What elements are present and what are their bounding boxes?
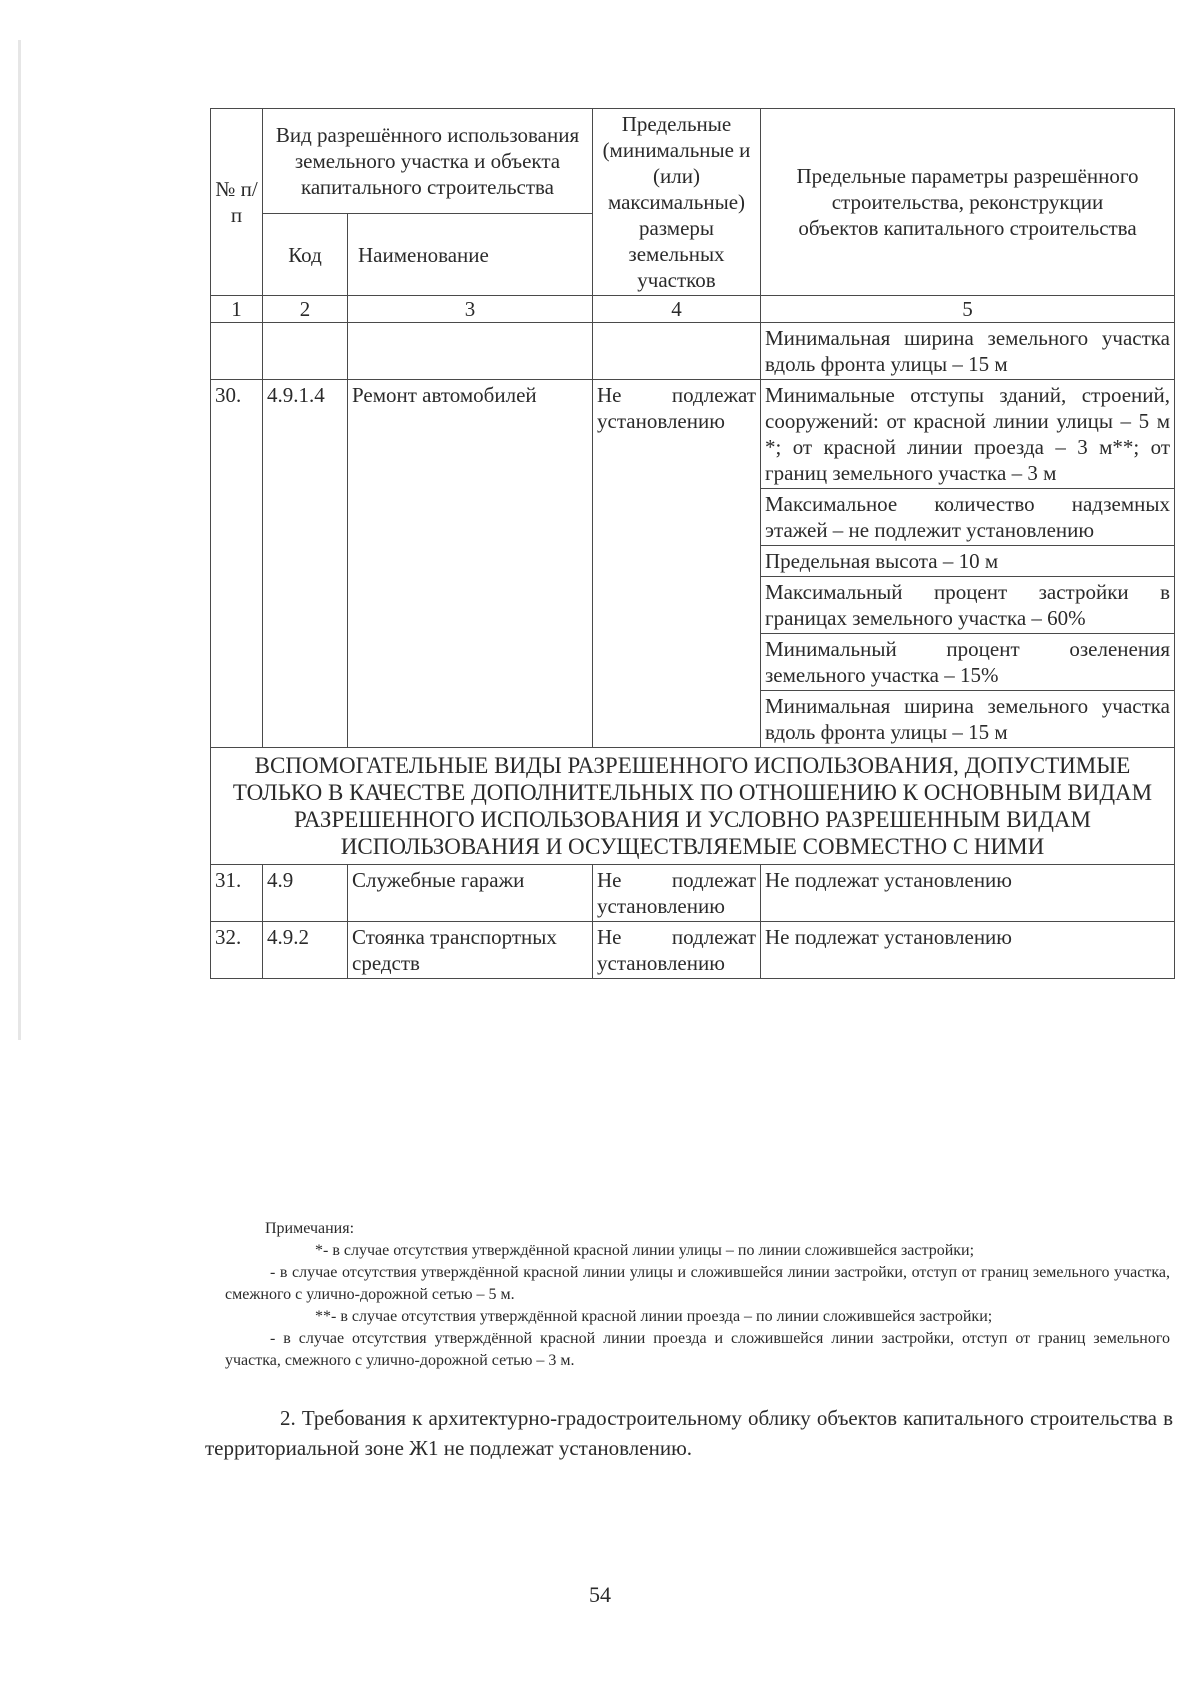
column-number-row — [211, 296, 1175, 323]
row-plot-sizes: Не подлежат установлению — [593, 922, 761, 979]
column-number: 1 — [211, 296, 263, 323]
table-row-32 — [211, 922, 1175, 979]
row-building-params: Не подлежат установлению — [761, 922, 1175, 979]
row-plot-sizes: Не подлежат установлению — [593, 380, 761, 748]
row-code: 4.9 — [263, 865, 348, 922]
header-plot-sizes: Предельные (минимальные и (или) максимальные) размеры земельных участков — [593, 109, 761, 296]
section-heading-row — [211, 748, 1175, 865]
notes-title: Примечания: — [265, 1220, 355, 1237]
table-row-30 — [211, 380, 1175, 489]
param-max-height: Предельная высота – 10 м — [761, 546, 1175, 577]
cell-empty — [348, 323, 593, 380]
param-min-frontage-width: Минимальная ширина земельного участка вдоль фронта улицы – 15 м — [761, 323, 1175, 380]
column-number: 4 — [593, 296, 761, 323]
row-use-name: Служебные гаражи — [348, 865, 593, 922]
row-use-name: Ремонт автомобилей — [348, 380, 593, 748]
note-item: *- в случае отсутствия утверждённой красной линии улицы – по линии сложившейся застройки; — [315, 1242, 975, 1259]
table-row — [211, 323, 1175, 380]
column-number: 5 — [761, 296, 1175, 323]
table-notes — [225, 1218, 1170, 1372]
param-min-greenery: Минимальный процент озеленения земельного участка – 15% — [761, 634, 1175, 691]
column-number: 2 — [263, 296, 348, 323]
note-item: **- в случае отсутствия утверждённой красной линии проезда – по линии сложившейся застройки; — [315, 1308, 993, 1325]
row-use-name: Стоянка транспортных средств — [348, 922, 593, 979]
row-building-params: Не подлежат установлению — [761, 865, 1175, 922]
row-code: 4.9.2 — [263, 922, 348, 979]
row-code: 4.9.1.4 — [263, 380, 348, 748]
table-header-row — [211, 109, 1175, 214]
param-max-floors: Максимальное количество надземных этажей – не подлежит установлению — [761, 489, 1175, 546]
note-item: - в случае отсутствия утверждённой красной линии проезда и сложившейся линии застройки, отступ от границ земельного участка, смежного с улично-дорожной сетью – 3 м. — [225, 1330, 1170, 1369]
header-building-params: Предельные параметры разрешённого строительства, реконструкции объектов капитального строительства — [761, 109, 1175, 296]
note-item: - в случае отсутствия утверждённой красной линии улицы и сложившейся линии застройки, отступ от границ земельного участка, смежного с улично-дорожной сетью – 5 м. — [225, 1264, 1170, 1303]
param-max-building-coverage: Максимальный процент застройки в границах земельного участка – 60% — [761, 577, 1175, 634]
header-name: Наименование — [348, 214, 593, 296]
header-number: № п/п — [211, 109, 263, 296]
row-plot-sizes: Не подлежат установлению — [593, 865, 761, 922]
column-number: 3 — [348, 296, 593, 323]
land-use-regulations-table — [210, 108, 1175, 979]
cell-empty — [211, 323, 263, 380]
page-number: 54 — [589, 1582, 611, 1607]
scan-edge-artifact — [18, 40, 21, 1040]
param-min-setbacks: Минимальные отступы зданий, строений, сооружений: от красной линии улицы – 5 м *; от красной линии проезда – 3 м**; от границ земельного участка – 3 м — [761, 380, 1175, 489]
table-row-31 — [211, 865, 1175, 922]
cell-empty — [263, 323, 348, 380]
header-code: Код — [263, 214, 348, 296]
row-number: 32. — [211, 922, 263, 979]
cell-empty — [593, 323, 761, 380]
row-number: 31. — [211, 865, 263, 922]
param-min-frontage-width: Минимальная ширина земельного участка вдоль фронта улицы – 15 м — [761, 691, 1175, 748]
header-use-type: Вид разрешённого использования земельного участка и объекта капитального строительства — [263, 109, 593, 214]
section-title-auxiliary-uses: ВСПОМОГАТЕЛЬНЫЕ ВИДЫ РАЗРЕШЕННОГО ИСПОЛЬЗОВАНИЯ, ДОПУСТИМЫЕ ТОЛЬКО В КАЧЕСТВЕ ДОПОЛНИТЕЛЬНЫХ ПО ОТНОШЕНИЮ К ОСНОВНЫМ ВИДАМ РАЗРЕШЕННОГО ИСПОЛЬЗОВАНИЯ И УСЛОВНО РАЗРЕШЕННЫМ ВИДАМ ИСПОЛЬЗОВАНИЯ И ОСУЩЕСТВЛЯЕМЫЕ СОВМЕСТНО С НИМИ — [211, 748, 1175, 865]
row-number: 30. — [211, 380, 263, 748]
paragraph-architectural-requirements: 2. Требования к архитектурно-градостроительному облику объектов капитального строительства в территориальной зоне Ж1 не подлежат установлению. — [205, 1406, 1173, 1460]
